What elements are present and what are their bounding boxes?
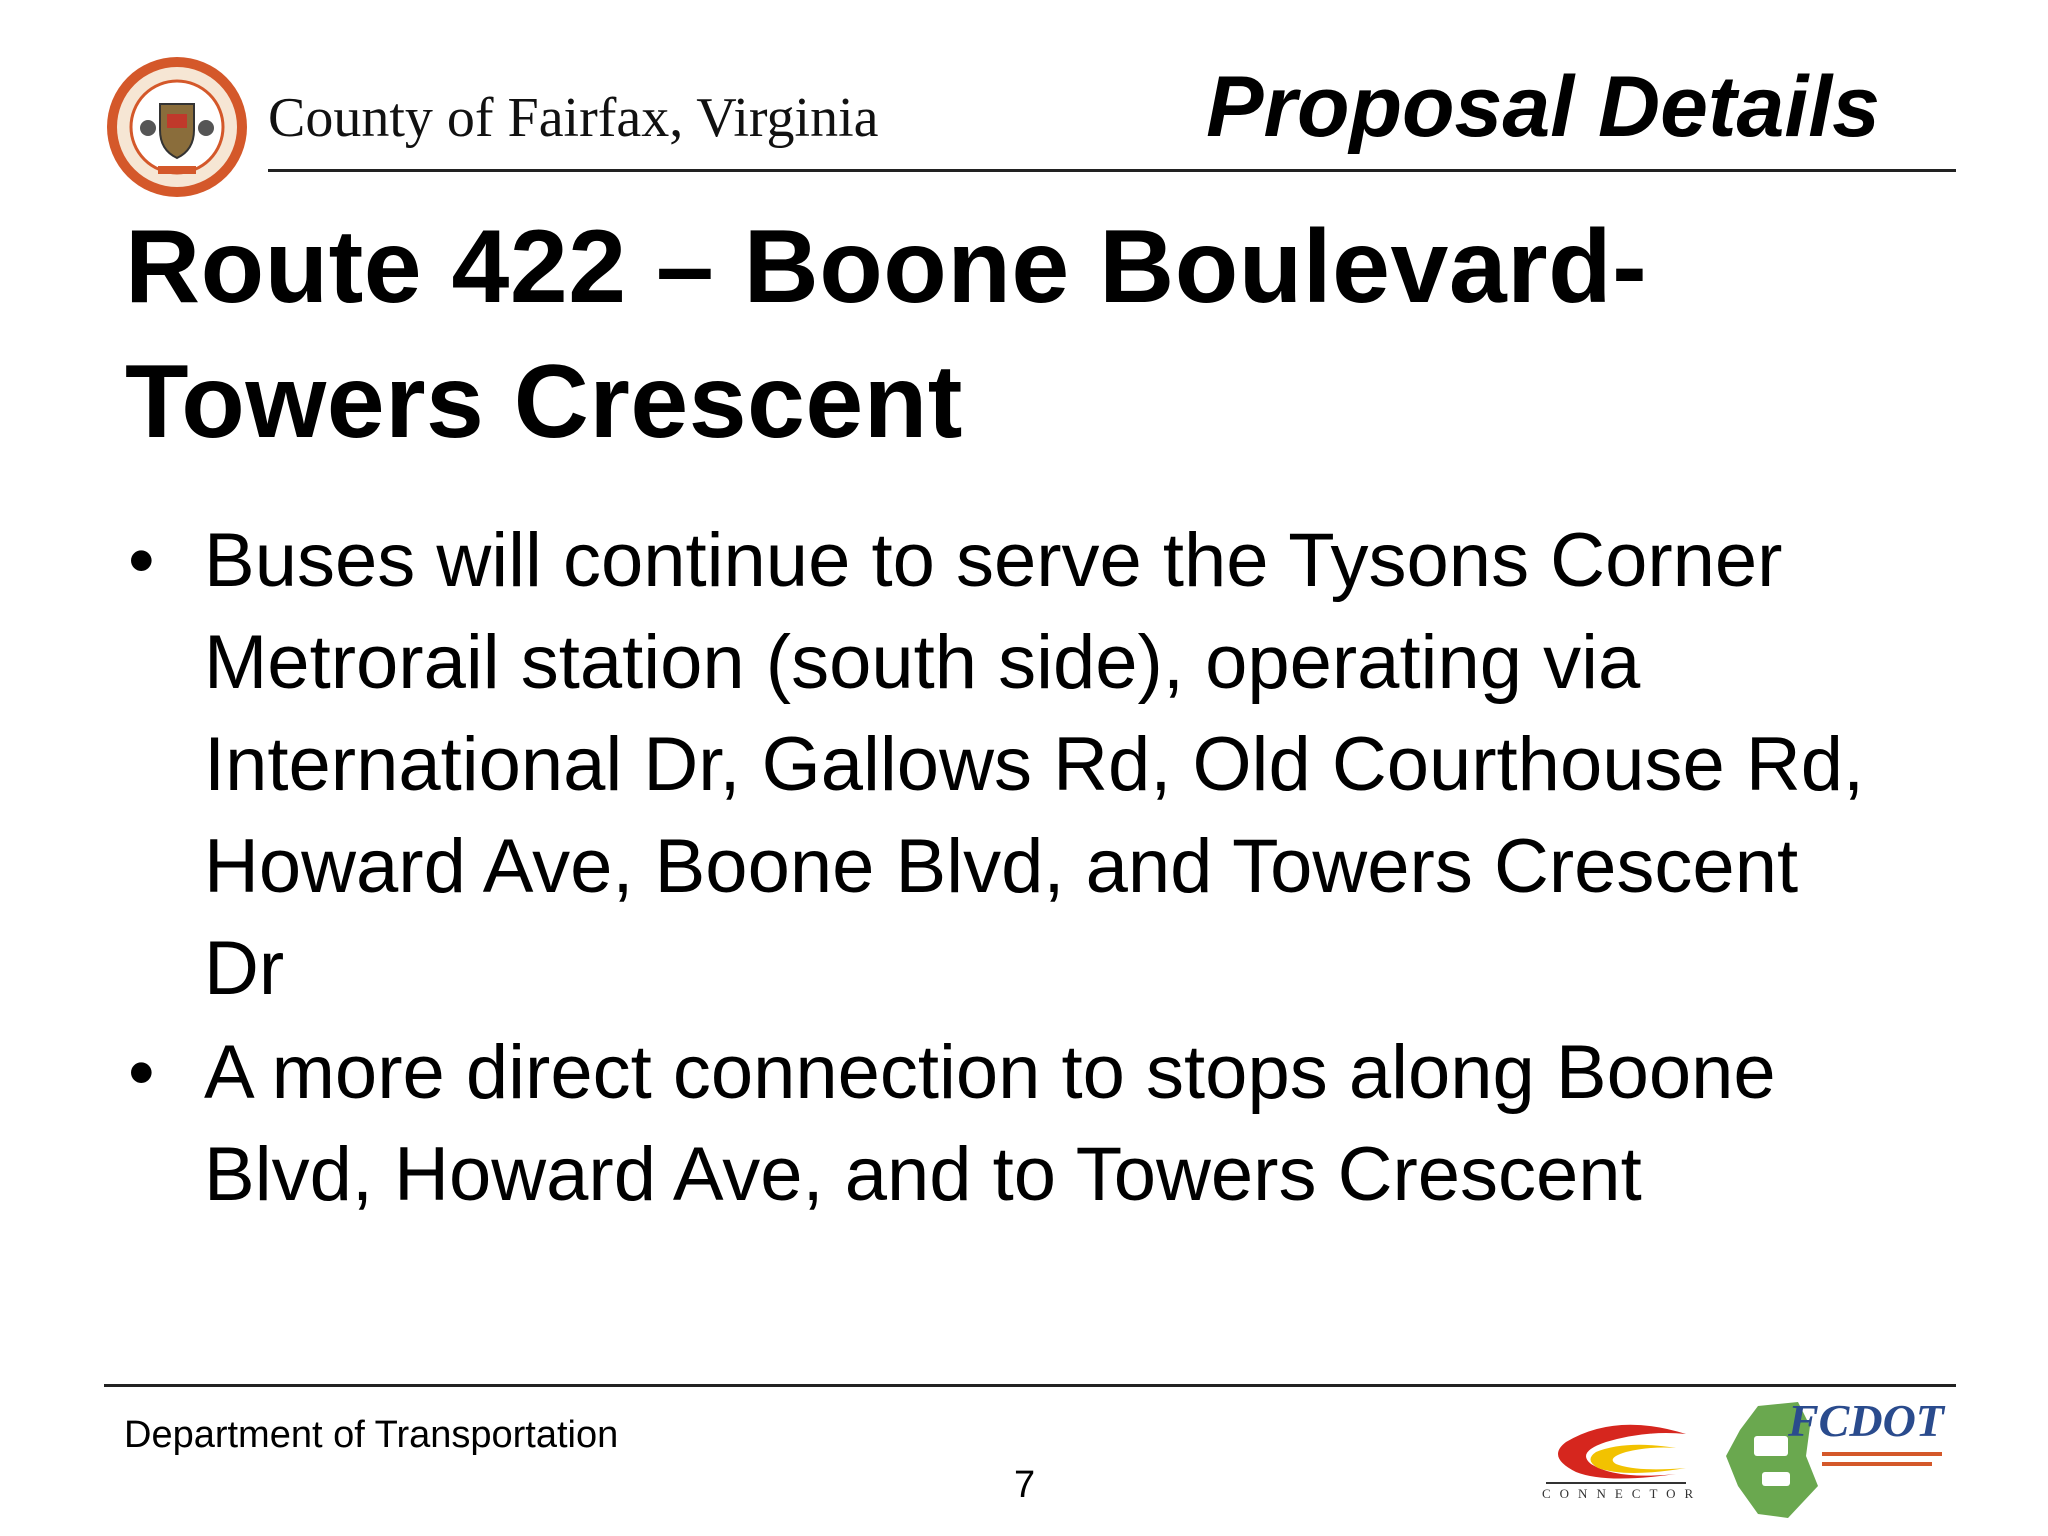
bullet-icon: • (128, 1030, 155, 1115)
connector-wordmark: CONNECTOR (1542, 1486, 1703, 1501)
bullet-icon: • (128, 518, 155, 603)
bullet-item (128, 510, 1868, 1020)
county-name: County of Fairfax, Virginia (268, 87, 879, 149)
fcdot-logo (1718, 1396, 1958, 1526)
bullet-item (128, 1022, 1868, 1226)
county-seal-icon (104, 54, 250, 200)
page-number: 7 (1014, 1464, 1036, 1506)
footer-divider (104, 1384, 1956, 1387)
bullet-list (128, 510, 1868, 1228)
header-divider (268, 169, 1956, 172)
bullet-text: Buses will continue to serve the Tysons Corner Metrorail station (south side), operating via International Dr, Gallows Rd, Old Courthouse Rd, Howard Ave, Boone Blvd, and Towers Crescent Dr (204, 518, 1865, 1011)
department-name: Department of Transportation (124, 1414, 619, 1456)
fcdot-wordmark: FCDOT (1788, 1396, 1944, 1446)
slide-title: Route 422 – Boone Boulevard-Towers Crescent (125, 209, 1648, 460)
bullet-text: A more direct connection to stops along Boone Blvd, Howard Ave, and to Towers Crescent (204, 1030, 1776, 1217)
section-title: Proposal Details (1206, 59, 1880, 155)
